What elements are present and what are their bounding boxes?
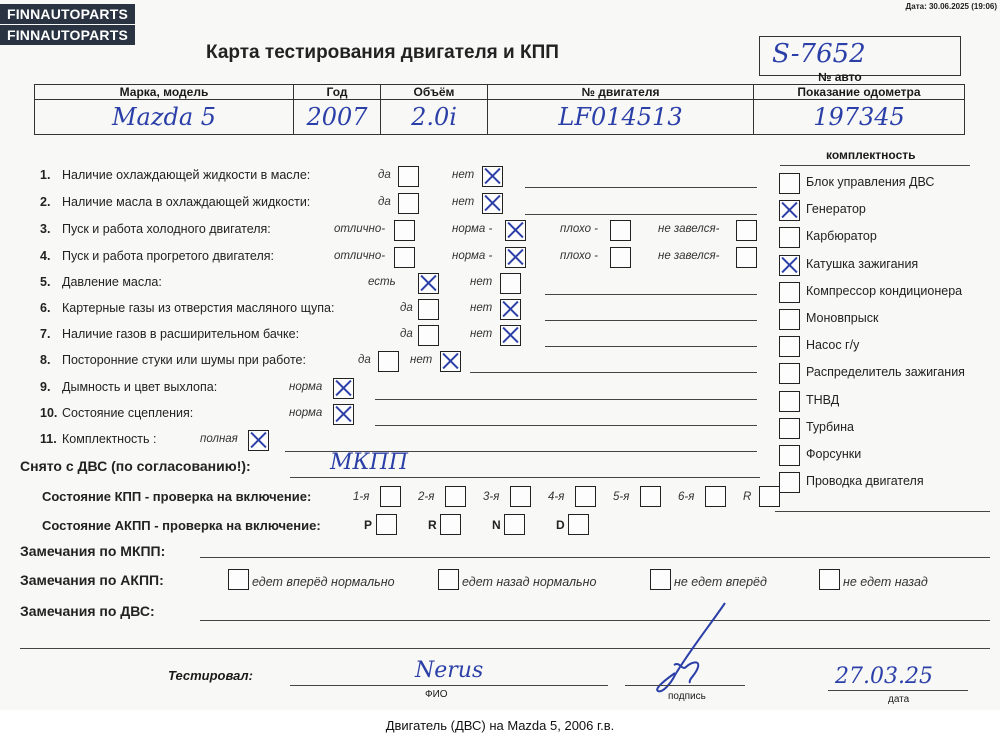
option-label: отлично- <box>334 250 386 262</box>
akpp-option-label: не едет назад <box>843 575 928 589</box>
scan-datestamp: Дата: 30.06.2025 (19:06) <box>905 2 997 11</box>
option-label: нет <box>470 302 493 314</box>
option-label: да <box>400 328 413 340</box>
checkbox[interactable] <box>440 351 461 372</box>
kit-item-label: Катушка зажигания <box>806 256 919 271</box>
checklist-item-number: 10. <box>40 406 58 420</box>
kit-item-label: Турбина <box>806 419 854 434</box>
akpp-option-checkbox[interactable] <box>650 569 671 590</box>
gear-checkbox[interactable] <box>380 486 401 507</box>
kit-checkbox[interactable] <box>779 336 800 357</box>
kit-item-label: Насос г/у <box>806 338 860 353</box>
tester-name: Nerus <box>415 658 484 683</box>
gear-label: 2-я <box>418 491 435 503</box>
checkbox[interactable] <box>378 351 399 372</box>
option-label: отлично- <box>334 223 386 235</box>
gear-label: 1-я <box>353 491 370 503</box>
option-label: норма - <box>452 250 493 262</box>
checkbox[interactable] <box>500 299 521 320</box>
option-label: норма <box>289 407 323 419</box>
checkbox[interactable] <box>505 220 526 241</box>
checklist-item-label: Состояние сцепления: <box>62 406 194 420</box>
gear-checkbox[interactable] <box>568 514 589 535</box>
gear-checkbox[interactable] <box>445 486 466 507</box>
gear-label: R <box>743 491 752 503</box>
fio-label: ФИО <box>425 689 448 700</box>
checklist-item-number: 4. <box>40 249 51 263</box>
option-label: да <box>358 354 371 366</box>
answer-line <box>545 320 757 321</box>
checkbox[interactable] <box>394 220 415 241</box>
checkbox[interactable] <box>610 247 631 268</box>
kit-checkbox[interactable] <box>779 227 800 248</box>
checkbox[interactable] <box>333 404 354 425</box>
kit-checkbox[interactable] <box>779 418 800 439</box>
gear-checkbox[interactable] <box>575 486 596 507</box>
header-year: Год <box>294 85 381 100</box>
checklist-item-number: 2. <box>40 195 51 209</box>
signature-label: подпись <box>668 691 706 702</box>
checklist-item-label: Наличие масла в охлаждающей жидкости: <box>62 195 311 209</box>
option-label: есть <box>368 276 396 288</box>
option-label: да <box>378 196 391 208</box>
kit-item-label: Карбюратор <box>806 229 877 244</box>
checklist-item-number: 5. <box>40 275 51 289</box>
kit-checkbox[interactable] <box>779 445 800 466</box>
checkbox[interactable] <box>398 193 419 214</box>
auto-number-label: № авто <box>818 70 862 84</box>
checklist-item-label: Дымность и цвет выхлопа: <box>62 380 218 394</box>
answer-line <box>375 399 757 400</box>
option-label: нет <box>410 354 433 366</box>
vehicle-table <box>34 84 965 135</box>
gear-checkbox[interactable] <box>440 514 461 535</box>
checkbox[interactable] <box>398 166 419 187</box>
kit-item-label: Распределитель зажигания <box>806 365 965 380</box>
kit-item-label: Форсунки <box>806 447 862 461</box>
value-make: Mazda 5 <box>35 100 294 135</box>
header-odometer: Показание одометра <box>754 85 965 100</box>
kit-item-label: Компрессор кондиционера <box>806 283 963 298</box>
gear-label: R <box>428 518 437 532</box>
kit-checkbox[interactable] <box>779 472 800 493</box>
remarks-mkpp-label: Замечания по МКПП: <box>20 543 166 559</box>
kit-item-label: ТНВД <box>806 392 840 407</box>
gear-checkbox[interactable] <box>510 486 531 507</box>
logo: FINNAUTOPARTS <box>0 25 135 45</box>
answer-line <box>375 425 757 426</box>
checkbox[interactable] <box>418 325 439 346</box>
header-engine-no: № двигателя <box>488 85 754 100</box>
kit-checkbox[interactable] <box>779 391 800 412</box>
option-label: да <box>400 302 413 314</box>
remarks-line <box>200 620 990 621</box>
akpp-option-checkbox[interactable] <box>438 569 459 590</box>
kit-item-label: Генератор <box>806 202 866 217</box>
checklist-item-number: 8. <box>40 353 51 367</box>
checkbox[interactable] <box>500 273 521 294</box>
checkbox[interactable] <box>736 247 757 268</box>
kit-checkbox[interactable] <box>779 309 800 330</box>
checkbox[interactable] <box>500 325 521 346</box>
option-label: да <box>378 169 391 181</box>
checkbox[interactable] <box>394 247 415 268</box>
checklist-item-number: 11. <box>40 432 57 446</box>
checkbox[interactable] <box>418 273 439 294</box>
card-title: Карта тестирования двигателя и КПП <box>206 42 559 63</box>
option-label: норма - <box>452 223 493 235</box>
akpp-label: Состояние АКПП - проверка на включение: <box>42 518 321 533</box>
checklist-item-label: Наличие газов в расширительном бачке: <box>62 327 300 341</box>
checkbox[interactable] <box>610 220 631 241</box>
kit-checkbox[interactable] <box>779 363 800 384</box>
gear-label: N <box>492 518 501 532</box>
answer-line <box>545 294 757 295</box>
akpp-option-checkbox[interactable] <box>819 569 840 590</box>
value-year: 2007 <box>294 100 381 135</box>
option-label: нет <box>452 196 475 208</box>
gear-label: 3-я <box>483 491 500 503</box>
checklist-item-label: Давление масла: <box>62 275 162 289</box>
option-label: нет <box>470 328 493 340</box>
header-volume: Объём <box>381 85 488 100</box>
name-line <box>290 685 608 686</box>
gear-label: 6-я <box>678 491 695 503</box>
checkbox[interactable] <box>248 430 269 451</box>
value-volume: 2.0i <box>381 100 488 135</box>
checkbox[interactable] <box>482 166 503 187</box>
checklist-item-number: 6. <box>40 301 51 315</box>
remarks-akpp-label: Замечания по АКПП: <box>20 572 164 588</box>
header-make: Марка, модель <box>35 85 294 100</box>
checklist-item-label: Пуск и работа холодного двигателя: <box>62 222 271 236</box>
answer-line <box>545 346 757 347</box>
gear-label: 4-я <box>548 491 565 503</box>
checkbox[interactable] <box>482 193 503 214</box>
checkbox[interactable] <box>418 299 439 320</box>
akpp-option-checkbox[interactable] <box>228 569 249 590</box>
gear-checkbox[interactable] <box>376 514 397 535</box>
gear-checkbox[interactable] <box>504 514 525 535</box>
kit-checkbox[interactable] <box>779 173 800 194</box>
date-line <box>828 690 968 691</box>
option-label: нет <box>452 169 475 181</box>
checklist-item-label: Наличие охлаждающей жидкости в масле: <box>62 168 311 182</box>
checkbox[interactable] <box>505 247 526 268</box>
option-label: плохо - <box>560 250 598 262</box>
option-label: плохо - <box>560 223 598 235</box>
akpp-option-label: не едет вперёд <box>674 575 767 589</box>
remarks-line <box>200 557 990 558</box>
kit-checkbox[interactable] <box>779 200 800 221</box>
checklist-item-number: 1. <box>40 168 51 182</box>
option-label: полная <box>200 433 238 445</box>
kit-checkbox[interactable] <box>779 255 800 276</box>
kit-checkbox[interactable] <box>779 282 800 303</box>
gear-checkbox[interactable] <box>759 486 780 507</box>
option-label: нет <box>470 276 493 288</box>
kit-title: комплектность <box>826 148 916 162</box>
remarks-dvs-label: Замечания по ДВС: <box>20 603 155 619</box>
kit-item-label: Проводка двигателя <box>806 474 924 489</box>
gear-checkbox[interactable] <box>705 486 726 507</box>
akpp-option-label: едет назад нормально <box>462 575 597 589</box>
option-label: не завелся- <box>658 223 720 235</box>
checklist-item-label: Посторонние стуки или шумы при работе: <box>62 353 306 367</box>
checklist-item-number: 9. <box>40 380 51 394</box>
gear-checkbox[interactable] <box>640 486 661 507</box>
value-engine-no: LF014513 <box>488 100 754 135</box>
removed-line <box>290 477 760 478</box>
checkbox[interactable] <box>333 378 354 399</box>
kit-item-label: Моновпрыск <box>806 311 879 325</box>
date-label: дата <box>888 694 910 705</box>
answer-line <box>470 372 757 373</box>
checklist-item-label: Картерные газы из отверстия масляного щупа: <box>62 301 335 315</box>
option-label: норма <box>289 381 323 393</box>
auto-number-value: S-7652 <box>772 39 866 69</box>
remarks-line <box>20 648 990 649</box>
checklist-item-number: 3. <box>40 222 51 236</box>
checkbox[interactable] <box>736 220 757 241</box>
removed-value: МКПП <box>330 450 408 475</box>
date-value: 27.03.25 <box>835 664 933 689</box>
divider <box>780 165 970 166</box>
checklist-item-label: Пуск и работа прогретого двигателя: <box>62 249 274 263</box>
tested-label: Тестировал: <box>168 668 253 683</box>
removed-label: Снято с ДВС (по согласованию!): <box>20 458 251 474</box>
gear-label: 5-я <box>613 491 630 503</box>
kit-item-label: Блок управления ДВС <box>806 175 935 189</box>
image-caption: Двигатель (ДВС) на Mazda 5, 2006 г.в. <box>385 718 615 733</box>
kpp-label: Состояние КПП - проверка на включение: <box>42 489 312 504</box>
signature-line <box>625 685 745 686</box>
gear-label: D <box>556 518 565 532</box>
value-odometer: 197345 <box>754 100 965 135</box>
answer-line <box>525 187 757 188</box>
divider <box>775 511 990 512</box>
answer-line <box>525 214 757 215</box>
option-label: не завелся- <box>658 250 720 262</box>
logo: FINNAUTOPARTS <box>0 4 135 24</box>
akpp-option-label: едет вперёд нормально <box>252 575 395 589</box>
checklist-item-number: 7. <box>40 327 51 341</box>
gear-label: P <box>364 518 373 532</box>
checklist-item-label: Комплектность : <box>62 432 157 446</box>
